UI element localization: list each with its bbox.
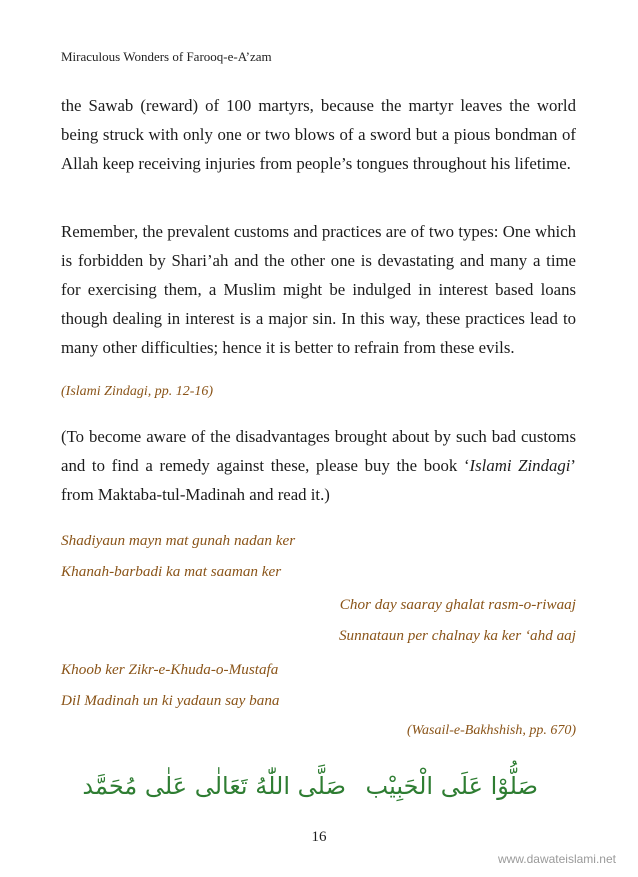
poem-line-5: Khoob ker Zikr-e-Khuda-o-Mustafa: [61, 661, 279, 678]
book-title: Islami Zindagi: [469, 456, 571, 475]
paragraph-3-before: (To become aware of the disadvantages brought about by such bad customs and to find a remedy against these, please buy the book ‘: [61, 427, 576, 475]
paragraph-3: [61, 422, 576, 509]
paragraph-1: the Sawab (reward) of 100 martyrs, because the martyr leaves the world being struck with only one or two blows of a sword but a pious bondman of Allah keep receiving injuries from people’s tongues throughout his lifetime.: [61, 96, 576, 173]
poem-line-4: Sunnataun per chalnay ka ker ‘ahd aaj: [338, 627, 576, 644]
paragraph-2: Remember, the prevalent customs and practices are of two types: One which is forbidden by Shari’ah and the other one is devastating and many a time for exercising them, a Muslim might be indulged in interest based loans though dealing in interest is a major sin. In this way, these practices lead to many other difficulties; hence it is better to refrain from these evils.: [61, 222, 576, 357]
citation-islami-zindagi: (Islami Zindagi, pp. 12-16): [61, 384, 214, 399]
poem-line-1: Shadiyaun mayn mat gunah nadan ker: [61, 532, 296, 549]
running-header: Miraculous Wonders of Farooq-e-A’zam: [61, 49, 272, 64]
page-number: 16: [311, 829, 327, 845]
paragraph-3-after: ’ from Maktaba-tul-Madinah and read it.): [61, 456, 576, 504]
website-url: www.dawateislami.net: [497, 852, 616, 866]
poem-line-3: Chor day saaray ghalat rasm-o-riwaaj: [339, 596, 576, 613]
poem-line-2: Khanah-barbadi ka mat saaman ker: [61, 563, 282, 580]
salawat-response: صَلَّى اللّٰهُ تَعَالٰى عَلٰى مُحَمَّد: [82, 772, 346, 800]
salawat-call: صَلُّوْا عَلَى الْحَبِیْب: [365, 772, 538, 800]
poem-line-6: Dil Madinah un ki yadaun say bana: [61, 692, 280, 709]
poem-source: (Wasail-e-Bakhshish, pp. 670): [406, 723, 576, 738]
